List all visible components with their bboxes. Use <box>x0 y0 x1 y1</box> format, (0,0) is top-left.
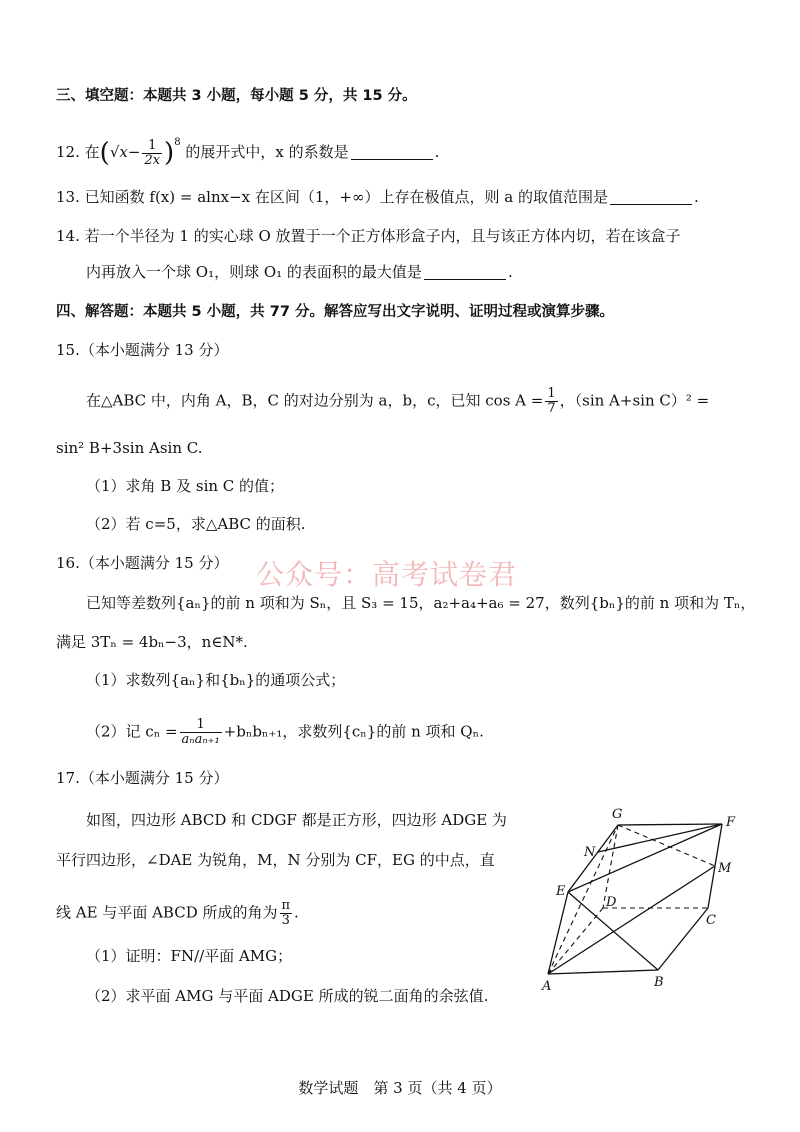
label-e: E <box>556 884 566 899</box>
watermark: 公众号：高考试卷君 <box>256 558 518 591</box>
q17-frac-den: 3 <box>281 913 290 928</box>
q16-part1: （1）求数列{aₙ}和{bₙ}的通项公式； <box>86 671 346 689</box>
q12-frac-den: 2x <box>144 152 161 168</box>
q12-close-paren: ) <box>164 138 175 168</box>
question-13 <box>56 187 699 207</box>
q14-line2-text: 内再放入一个球 O₁，则球 O₁ 的表面积的最大值是 <box>86 263 422 281</box>
q16-part2-post: +bₙbₙ₊₁，求数列{cₙ}的前 n 项和 Qₙ. <box>223 722 484 741</box>
q16-frac-den: aₙaₙ₊₁ <box>181 732 220 747</box>
question-12 <box>56 133 439 168</box>
q17-line3-post: . <box>294 903 299 922</box>
q17-frac-num: π <box>281 898 291 913</box>
q17-line1: 如图，四边形 ABCD 和 CDGF 都是正方形，四边形 ADGE 为 <box>86 811 507 829</box>
q14-line1: 14. 若一个半径为 1 的实心球 O 放置于一个正方体形盒子内，且与该正方体内切，若在该盒子 <box>56 227 681 245</box>
label-m: M <box>718 861 732 876</box>
q17-header: 17.（本小题满分 15 分） <box>56 769 229 787</box>
q12-number: 12. <box>56 143 80 161</box>
q15-frac-den: 7 <box>547 401 556 416</box>
label-f: F <box>726 815 736 830</box>
q13-text: 13. 已知函数 f(x) = alnx−x 在区间（1，+∞）上存在极值点，则 a 的取值范围是 <box>56 188 608 206</box>
q15-line2: sin² B+3sin Asin C. <box>56 439 203 457</box>
q12-power: 8 <box>174 137 181 148</box>
q12-post: 的展开式中，x 的系数是 <box>185 143 349 161</box>
q16-line1: 已知等差数列{aₙ}的前 n 项和为 Sₙ，且 S₃ = 15，a₂+a₄+a₆ = 27，数列{bₙ}的前 n 项和为 Tₙ， <box>86 594 756 612</box>
q17-part2: （2）求平面 AMG 与平面 ADGE 所成的锐二面角的余弦值. <box>86 987 489 1005</box>
q12-open-paren: ( <box>99 138 110 168</box>
section4-title: 四、解答题：本题共 5 小题，共 77 分。解答应写出文字说明、证明过程或演算步骤。 <box>56 304 614 320</box>
q13-answer-blank[interactable] <box>610 188 692 205</box>
q15-line1 <box>86 387 709 416</box>
q17-line3-pre: 线 AE 与平面 ABCD 所成的角为 <box>56 903 278 922</box>
q15-cos-fraction <box>545 387 557 416</box>
q16-frac-num: 1 <box>196 717 205 732</box>
label-n: N <box>584 845 596 860</box>
q12-fraction <box>142 139 162 168</box>
q13-end: . <box>693 188 699 206</box>
q12-pre: 在 <box>84 143 100 161</box>
q16-cn-fraction <box>180 718 222 747</box>
q17-angle-fraction <box>280 899 293 928</box>
q15-header: 15.（本小题满分 13 分） <box>56 341 229 359</box>
q16-part2-pre: （2）记 cₙ = <box>86 722 178 741</box>
geometry-diagram <box>536 800 742 1000</box>
page-footer: 数学试题 第 3 页（共 4 页） <box>298 1079 502 1097</box>
q14-line2 <box>86 262 513 282</box>
q12-frac-num: 1 <box>148 137 157 153</box>
q15-line1-post: ，（sin A+sin C）² = <box>559 391 710 410</box>
q17-line3 <box>56 899 299 928</box>
q12-end: . <box>434 143 440 161</box>
q17-part1: （1）证明：FN//平面 AMG； <box>86 947 293 965</box>
label-a: A <box>542 979 552 994</box>
q12-answer-blank[interactable] <box>351 143 433 160</box>
section3-title: 三、填空题：本题共 3 小题，每小题 5 分，共 15 分。 <box>56 88 417 104</box>
q15-frac-num: 1 <box>547 386 556 401</box>
q15-part1: （1）求角 B 及 sin C 的值； <box>86 477 285 495</box>
q14-answer-blank[interactable] <box>424 263 506 280</box>
label-g: G <box>612 807 623 822</box>
q12-sqrt-x: √x <box>109 143 128 161</box>
q12-minus: − <box>127 143 141 161</box>
q16-header: 16.（本小题满分 15 分） <box>56 554 229 572</box>
q17-line2: 平行四边形，∠DAE 为锐角，M，N 分别为 CF，EG 的中点，直 <box>56 851 495 869</box>
label-c: C <box>706 913 716 928</box>
label-b: B <box>654 975 664 990</box>
q14-end: . <box>507 263 513 281</box>
q16-line2: 满足 3Tₙ = 4bₙ−3，n∈N*. <box>56 633 248 651</box>
label-d: D <box>606 895 617 910</box>
q16-part2 <box>86 718 484 747</box>
q15-line1-pre: 在△ABC 中，内角 A，B，C 的对边分别为 a，b，c，已知 cos A = <box>86 391 544 410</box>
q15-part2: （2）若 c=5，求△ABC 的面积. <box>86 515 306 533</box>
